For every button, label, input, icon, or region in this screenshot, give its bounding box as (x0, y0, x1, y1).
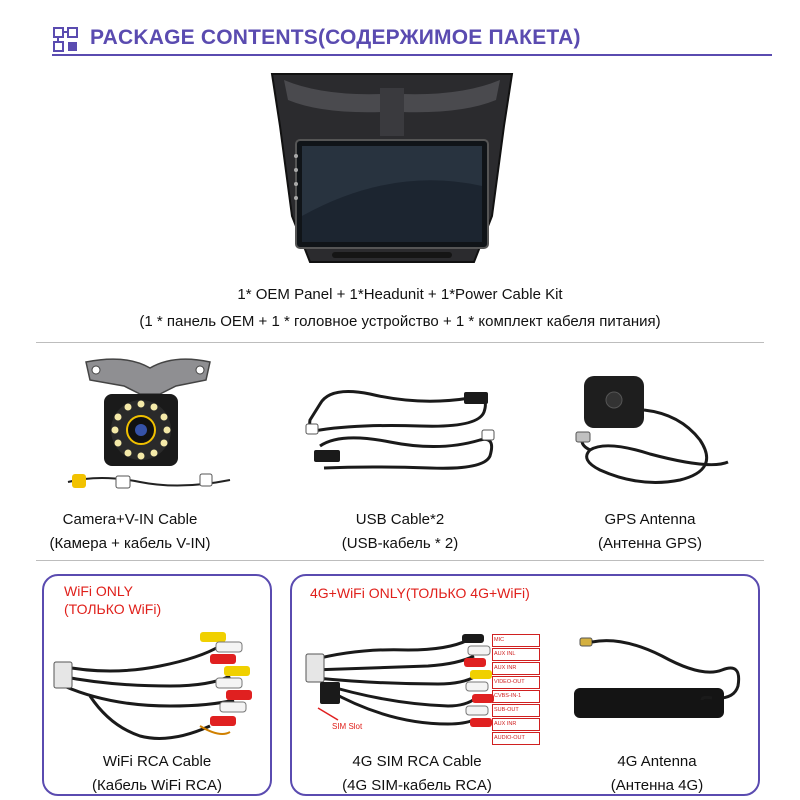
wifi-only-tag (64, 582, 161, 618)
port-labels (492, 634, 540, 746)
port-label: VIDEO-OUT (492, 676, 540, 689)
port-label: AUX INR (492, 662, 540, 675)
4g-antenna-image (562, 626, 752, 746)
package-grid-icon (52, 26, 80, 54)
section-divider (36, 342, 764, 343)
wifi-rca-name-ru: (Кабель WiFi RCA) (92, 777, 222, 794)
headunit-panel-image (262, 66, 522, 276)
4g-antenna-name-ru: (Антенна 4G) (610, 777, 704, 794)
section-divider (36, 560, 764, 561)
usb-name: USB Cable*2 (355, 511, 445, 528)
main-item-caption-en: 1* OEM Panel + 1*Headunit + 1*Power Cable Kit (237, 286, 563, 303)
4g-antenna-name: 4G Antenna (617, 753, 697, 770)
camera-image (60, 350, 250, 500)
page-title: PACKAGE CONTENTS(СОДЕРЖИМОЕ ПАКЕТА) (90, 26, 581, 49)
main-item-caption-ru: (1 * панель OEM + 1 * головное устройство + 1 * комплект кабеля питания) (139, 313, 661, 330)
4g-sim-rca-caption (292, 750, 542, 798)
usb-cable-image (300, 370, 500, 490)
port-label: AUDIO-OUT (492, 732, 540, 745)
gps-name: GPS Antenna (604, 511, 696, 528)
title-underline (52, 54, 772, 56)
camera-name: Camera+V-IN Cable (62, 511, 198, 528)
wifi-rca-cable-image (50, 626, 264, 746)
wifi-rca-name: WiFi RCA Cable (102, 753, 212, 770)
wifi-rca-caption (44, 750, 270, 798)
port-label: AUX INR (492, 718, 540, 731)
usb-name-ru: (USB-кабель * 2) (341, 535, 459, 552)
gps-caption (550, 508, 750, 556)
port-label: CVBS-IN-1 (492, 690, 540, 703)
camera-name-ru: (Камера + кабель V-IN) (49, 535, 211, 552)
port-label: SUB-OUT (492, 704, 540, 717)
wifi-only-box (42, 574, 272, 796)
port-label: MIC (492, 634, 540, 647)
gps-name-ru: (Антенна GPS) (597, 535, 703, 552)
4g-sim-rca-name-ru: (4G SIM-кабель RCA) (342, 777, 492, 794)
wifi-only-tag-line1: WiFi ONLY (64, 583, 133, 599)
4g-wifi-only-box (290, 574, 760, 796)
4g-wifi-only-tag: 4G+WiFi ONLY(ТОЛЬКО 4G+WiFi) (310, 585, 530, 601)
port-label: AUX INL (492, 648, 540, 661)
gps-antenna-image (560, 370, 740, 500)
sim-slot-label: SIM Slot (332, 722, 363, 731)
4g-sim-rca-name: 4G SIM RCA Cable (352, 753, 482, 770)
usb-caption (300, 508, 500, 556)
wifi-only-tag-line2: (ТОЛЬКО WiFi) (64, 601, 162, 617)
4g-antenna-caption (572, 750, 742, 798)
camera-caption (20, 508, 240, 556)
